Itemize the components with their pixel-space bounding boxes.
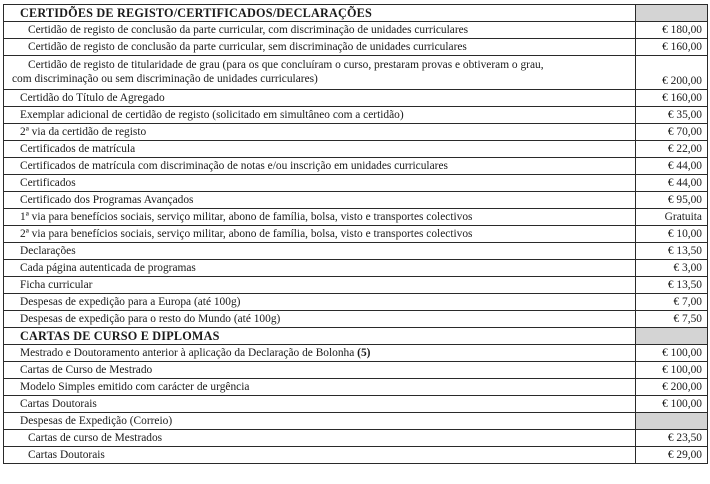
row-label: Certificado dos Programas Avançados — [4, 192, 636, 209]
table-row — [4, 192, 708, 209]
fee-table — [3, 4, 708, 464]
row-price-shade — [636, 413, 708, 430]
row-label-line-2: com discriminação ou sem discriminação de unidades curriculares) — [12, 73, 318, 85]
table-row — [4, 243, 708, 260]
row-label: Exemplar adicional de certidão de registo (solicitado em simultâneo com a certidão) — [4, 107, 636, 124]
row-label: Ficha curricular — [4, 277, 636, 294]
row-label: Cartas de Curso de Mestrado — [4, 362, 636, 379]
table-row — [4, 260, 708, 277]
row-price: € 70,00 — [636, 124, 708, 141]
row-price: € 200,00 — [636, 56, 708, 90]
row-price: € 180,00 — [636, 22, 708, 39]
table-row — [4, 379, 708, 396]
row-price: Gratuita — [636, 209, 708, 226]
row-label: Certificados de matrícula — [4, 141, 636, 158]
row-label: 2ª via para benefícios sociais, serviço militar, abono de família, bolsa, visto e transportes colectivos — [4, 226, 636, 243]
footnote-ref: (5) — [357, 347, 371, 359]
table-row — [4, 107, 708, 124]
table-row — [4, 39, 708, 56]
row-label: Certificados — [4, 175, 636, 192]
row-label: Cada página autenticada de programas — [4, 260, 636, 277]
row-label: Certidão de registo de conclusão da parte curricular, sem discriminação de unidades curriculares — [4, 39, 636, 56]
table-row — [4, 124, 708, 141]
row-label: 2ª via da certidão de registo — [4, 124, 636, 141]
table-row — [4, 447, 708, 464]
section-title: CARTAS DE CURSO E DIPLOMAS — [4, 328, 636, 345]
row-price: € 13,50 — [636, 277, 708, 294]
row-label: Despesas de expedição para o resto do Mundo (até 100g) — [4, 311, 636, 328]
table-row — [4, 209, 708, 226]
row-label: Declarações — [4, 243, 636, 260]
row-price: € 160,00 — [636, 90, 708, 107]
row-label — [4, 345, 636, 362]
row-price: € 3,00 — [636, 260, 708, 277]
row-price: € 200,00 — [636, 379, 708, 396]
row-price: € 44,00 — [636, 158, 708, 175]
row-label: Despesas de Expedição (Correio) — [4, 413, 636, 430]
row-price: € 7,00 — [636, 294, 708, 311]
section-title: CERTIDÕES DE REGISTO/CERTIFICADOS/DECLARAÇÕES — [4, 5, 636, 22]
row-price: € 22,00 — [636, 141, 708, 158]
table-row — [4, 396, 708, 413]
row-label: Despesas de expedição para a Europa (até 100g) — [4, 294, 636, 311]
table-row — [4, 362, 708, 379]
row-price: € 7,50 — [636, 311, 708, 328]
row-price: € 100,00 — [636, 396, 708, 413]
table-row — [4, 90, 708, 107]
table-row — [4, 413, 708, 430]
row-label: 1ª via para benefícios sociais, serviço militar, abono de família, bolsa, visto e transportes colectivos — [4, 209, 636, 226]
section-price-shade — [636, 328, 708, 345]
row-label: Cartas de curso de Mestrados — [4, 430, 636, 447]
section-header-certificates — [4, 5, 708, 22]
table-row — [4, 22, 708, 39]
table-row — [4, 311, 708, 328]
section-header-diplomas — [4, 328, 708, 345]
row-price: € 13,50 — [636, 243, 708, 260]
row-label: Certidão do Título de Agregado — [4, 90, 636, 107]
row-price: € 95,00 — [636, 192, 708, 209]
row-label: Certidão de registo de conclusão da parte curricular, com discriminação de unidades curriculares — [4, 22, 636, 39]
table-row — [4, 226, 708, 243]
row-price: € 100,00 — [636, 345, 708, 362]
table-row — [4, 175, 708, 192]
row-price: € 10,00 — [636, 226, 708, 243]
table-row — [4, 294, 708, 311]
table-row — [4, 345, 708, 362]
row-price: € 160,00 — [636, 39, 708, 56]
row-label: Modelo Simples emitido com carácter de urgência — [4, 379, 636, 396]
row-price: € 29,00 — [636, 447, 708, 464]
row-price: € 44,00 — [636, 175, 708, 192]
table-row — [4, 56, 708, 90]
section-price-shade — [636, 5, 708, 22]
table-row — [4, 141, 708, 158]
row-price: € 35,00 — [636, 107, 708, 124]
row-price: € 23,50 — [636, 430, 708, 447]
row-label: Cartas Doutorais — [4, 396, 636, 413]
table-row — [4, 158, 708, 175]
row-label: Certificados de matrícula com discriminação de notas e/ou inscrição em unidades curriculares — [4, 158, 636, 175]
row-label-line-1: Certidão de registo de titularidade de grau (para os que concluíram o curso, prestaram provas e obtiveram o grau, — [28, 59, 544, 71]
row-price: € 100,00 — [636, 362, 708, 379]
row-label-text: Mestrado e Doutoramento anterior à aplicação da Declaração de Bolonha — [20, 347, 355, 359]
table-row — [4, 277, 708, 294]
row-label: Cartas Doutorais — [4, 447, 636, 464]
table-row — [4, 430, 708, 447]
row-label — [4, 56, 636, 90]
